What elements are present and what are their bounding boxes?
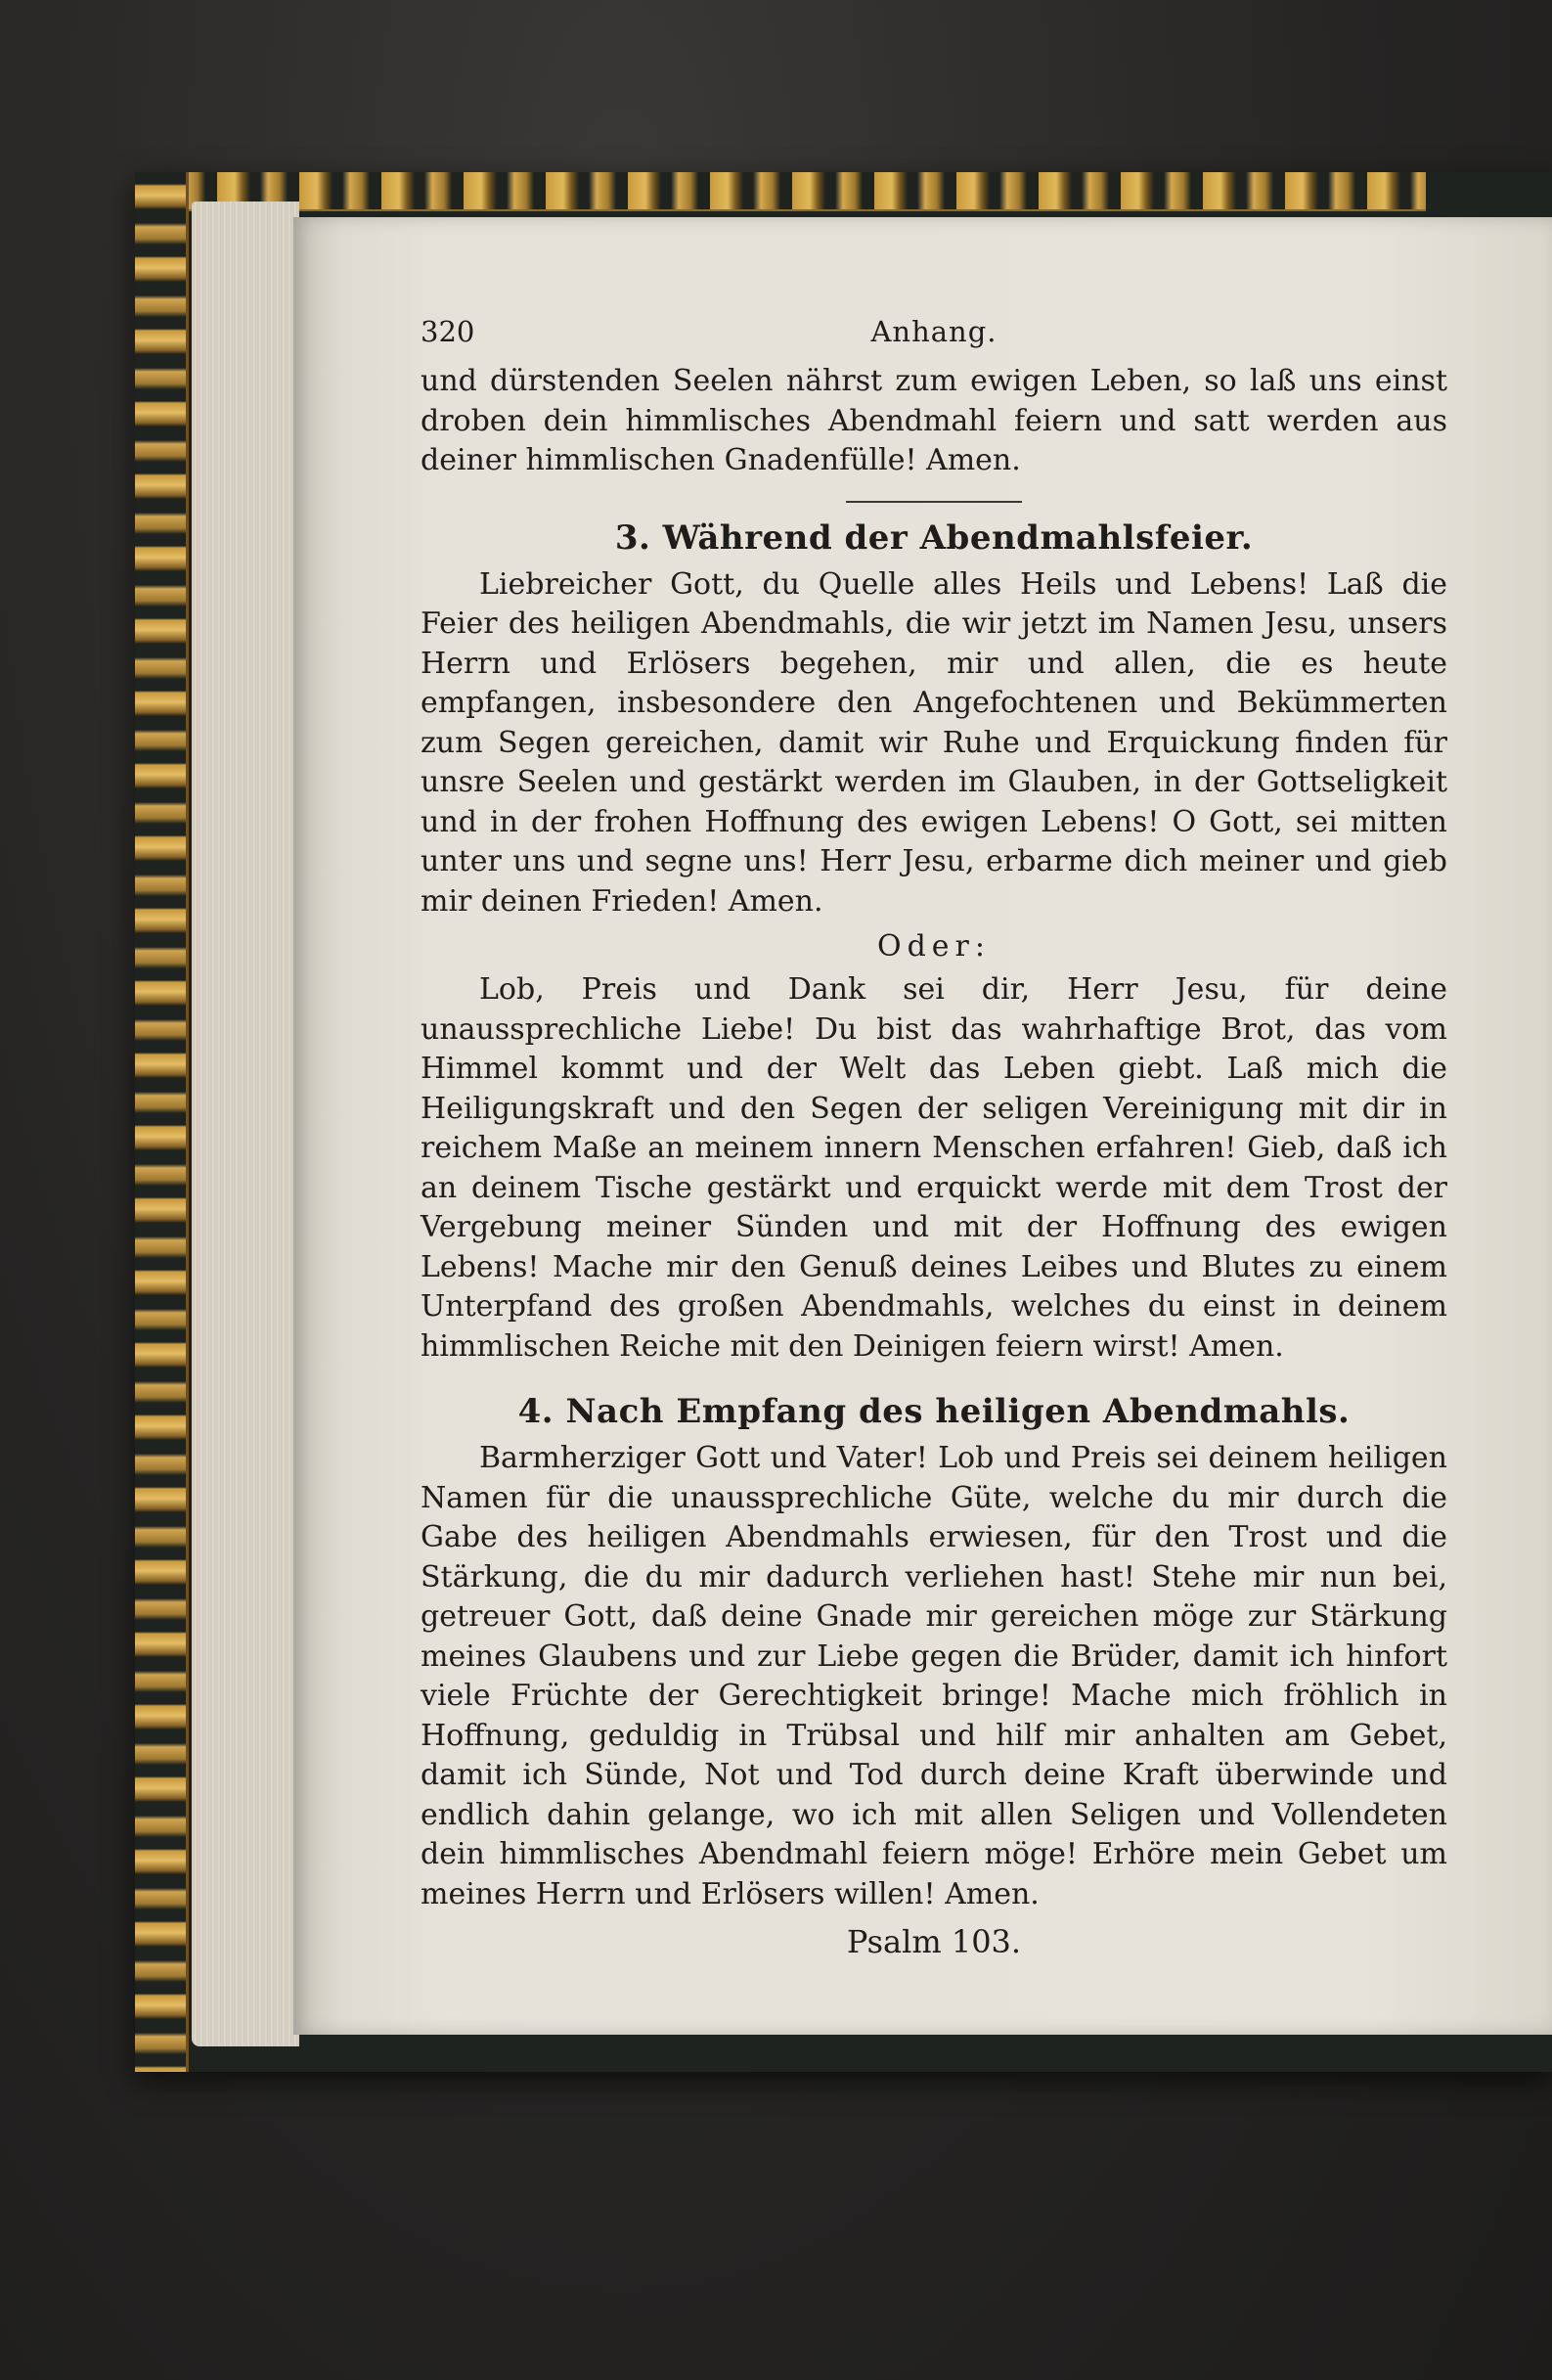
intro-paragraph: und dürstenden Seelen nährst zum ewigen Leben, so laß uns einst droben dein himmlisches Abendmahl feiern und satt werden aus deiner himmlischen Gnadenfülle! Amen.	[421, 364, 1447, 477]
book-page	[293, 217, 1552, 2035]
gilt-ornament-left	[135, 172, 189, 2072]
section-gap	[421, 1367, 1447, 1392]
section-3-prayer-1: Liebreicher Gott, du Quelle alles Heils und Lebens! Laß die Feier des heiligen Abendmahls, die wir jetzt im Namen Jesu, unsers Herrn und Erlösers begehen, mir und allen, die es heute empfangen, insbesondere den Angefochtenen und Bekümmerten zum Segen gereichen, damit wir Ruhe und Erquickung finden für unsre Seelen und gestärkt werden im Glauben, in der Gottseligkeit und in der frohen Hoffnung des ewigen Lebens! O Gott, sei mitten unter uns und segne uns! Herr Jesu, erbarme dich meiner und gieb mir deinen Frieden! Amen.	[421, 566, 1447, 919]
gilt-ornament-top	[135, 172, 1426, 211]
or-label: Oder:	[876, 929, 991, 964]
section-4-prayer: Barmherziger Gott und Vater! Lob und Preis sei deinem heiligen Namen für die unaussprechliche Güte, welche du mir durch die Gabe des heiligen Abendmahls erwiesen, für den Trost und die Stärkung, die du mir dadurch verliehen hast! Stehe mir nun bei, getreuer Gott, daß deine Gnade mir gereichen möge zur Stärkung meines Glaubens und zur Liebe gegen die Brüder, damit ich hinfort viele Früchte der Gerechtigkeit bringe! Mache mich fröhlich in Hoffnung, geduldig in Trübsal und hilf mir anhalten am Gebet, damit ich Sünde, Not und Tod durch deine Kraft überwinde und endlich dahin gelange, wo ich mit allen Seligen und Vollendeten dein himmlisches Abendmahl feiern möge! Erhöre mein Gebet um meines Herrn und Erlösers willen! Amen.	[421, 1441, 1447, 1911]
next-section-heading: Psalm 103.	[846, 1923, 1022, 1960]
running-head	[421, 315, 1447, 362]
section-3-heading: 3. Während der Abendmahlsfeier.	[614, 517, 1254, 558]
page-text-block	[421, 315, 1447, 1963]
section-4-heading: 4. Nach Empfang des heiligen Abendmahls.	[517, 1392, 1351, 1431]
page-number: 320	[421, 315, 475, 348]
section-3-prayer-2: Lob, Preis und Dank sei dir, Herr Jesu, für deine unaussprechliche Liebe! Du bist das wahrhaftige Brot, das vom Himmel kommt und der Welt das Leben giebt. Laß mich die Heiligungskraft und den Segen der seligen Vereinigung mit dir in reichem Maße an meinem innern Menschen erfahren! Gieb, daß ich an deinem Tische gestärkt und erquickt werde mit dem Trost der Vergebung meiner Sünden und mit der Hoffnung des ewigen Lebens! Mache mir den Genuß deines Leibes und Blutes zu einem Unterpfand des großen Abendmahls, welches du einst in deinem himmlischen Reiche mit den Deinigen feiern wirst! Amen.	[421, 972, 1447, 1364]
section-divider	[846, 501, 1022, 503]
running-title: Anhang.	[870, 315, 998, 348]
page-edges	[192, 202, 299, 2046]
